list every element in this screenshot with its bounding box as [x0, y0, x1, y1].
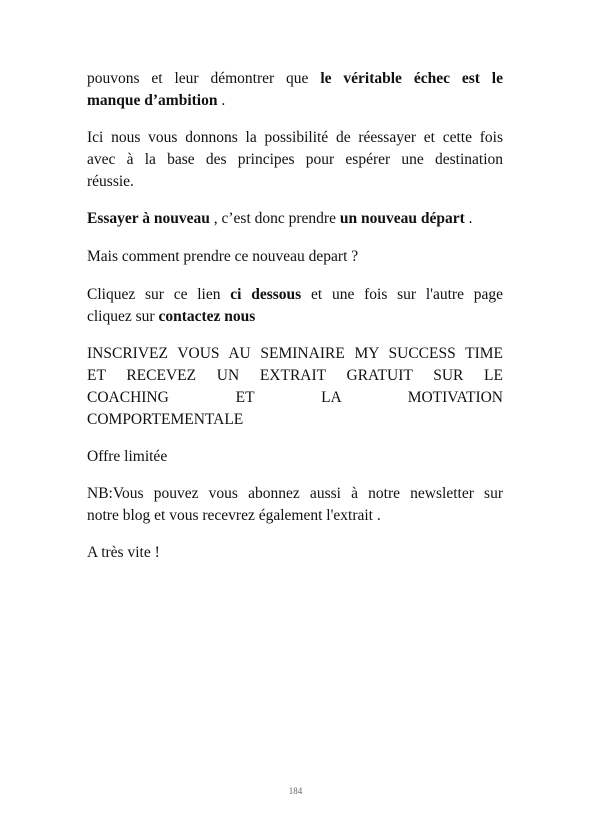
paragraph-retry	[87, 127, 503, 193]
paragraph-new-start	[87, 208, 503, 230]
line: ET RECEVEZ UN EXTRAIT GRATUIT SUR LE	[87, 367, 503, 384]
line	[87, 208, 503, 230]
line	[87, 68, 503, 90]
bold-text-run: contactez nous	[158, 308, 256, 325]
paragraph-seminar	[87, 343, 503, 431]
bold-text-run: un nouveau départ	[339, 210, 465, 227]
paragraph-ambition	[87, 68, 503, 112]
text-run: pouvons et leur démontrer que	[87, 70, 321, 87]
line: notre blog et vous recevrez également l'extrait .	[87, 507, 381, 524]
paragraph-question	[87, 246, 503, 268]
text-run: et une fois sur l'autre page	[301, 286, 503, 303]
text-run: Cliquez sur ce lien	[87, 286, 231, 303]
page-number: 184	[288, 786, 303, 796]
line: avec à la base des principes pour espérer une destination	[87, 151, 503, 168]
line	[87, 306, 503, 328]
line: Mais comment prendre ce nouveau depart ?	[87, 248, 359, 265]
bold-text-run: ci dessous	[230, 286, 302, 303]
line	[87, 284, 503, 306]
line	[87, 90, 503, 112]
page-content	[87, 68, 503, 564]
bold-text-run: manque d’ambition	[87, 92, 218, 109]
paragraph-closing	[87, 542, 503, 564]
paragraph-click-link	[87, 284, 503, 328]
line: Offre limitée	[87, 448, 168, 465]
text-run: cliquez sur	[87, 308, 159, 325]
paragraph-limited-offer	[87, 446, 503, 468]
text-run: .	[217, 92, 226, 109]
line: Ici nous vous donnons la possibilité de réessayer et cette fois	[87, 129, 503, 146]
line: NB:Vous pouvez vous abonnez aussi à notre newsletter sur	[87, 485, 503, 502]
paragraph-newsletter	[87, 483, 503, 527]
line: A très vite !	[87, 544, 160, 561]
bold-text-run: le véritable échec est le	[320, 70, 503, 87]
line: réussie.	[87, 173, 134, 190]
text-run: , c’est donc prendre	[209, 210, 340, 227]
bold-text-run: Essayer à nouveau	[87, 210, 210, 227]
line: COACHING ET LA MOTIVATION	[87, 389, 503, 406]
line: INSCRIVEZ VOUS AU SEMINAIRE MY SUCCESS TIME	[87, 345, 503, 362]
text-run: .	[464, 210, 473, 227]
line: COMPORTEMENTALE	[87, 411, 244, 428]
